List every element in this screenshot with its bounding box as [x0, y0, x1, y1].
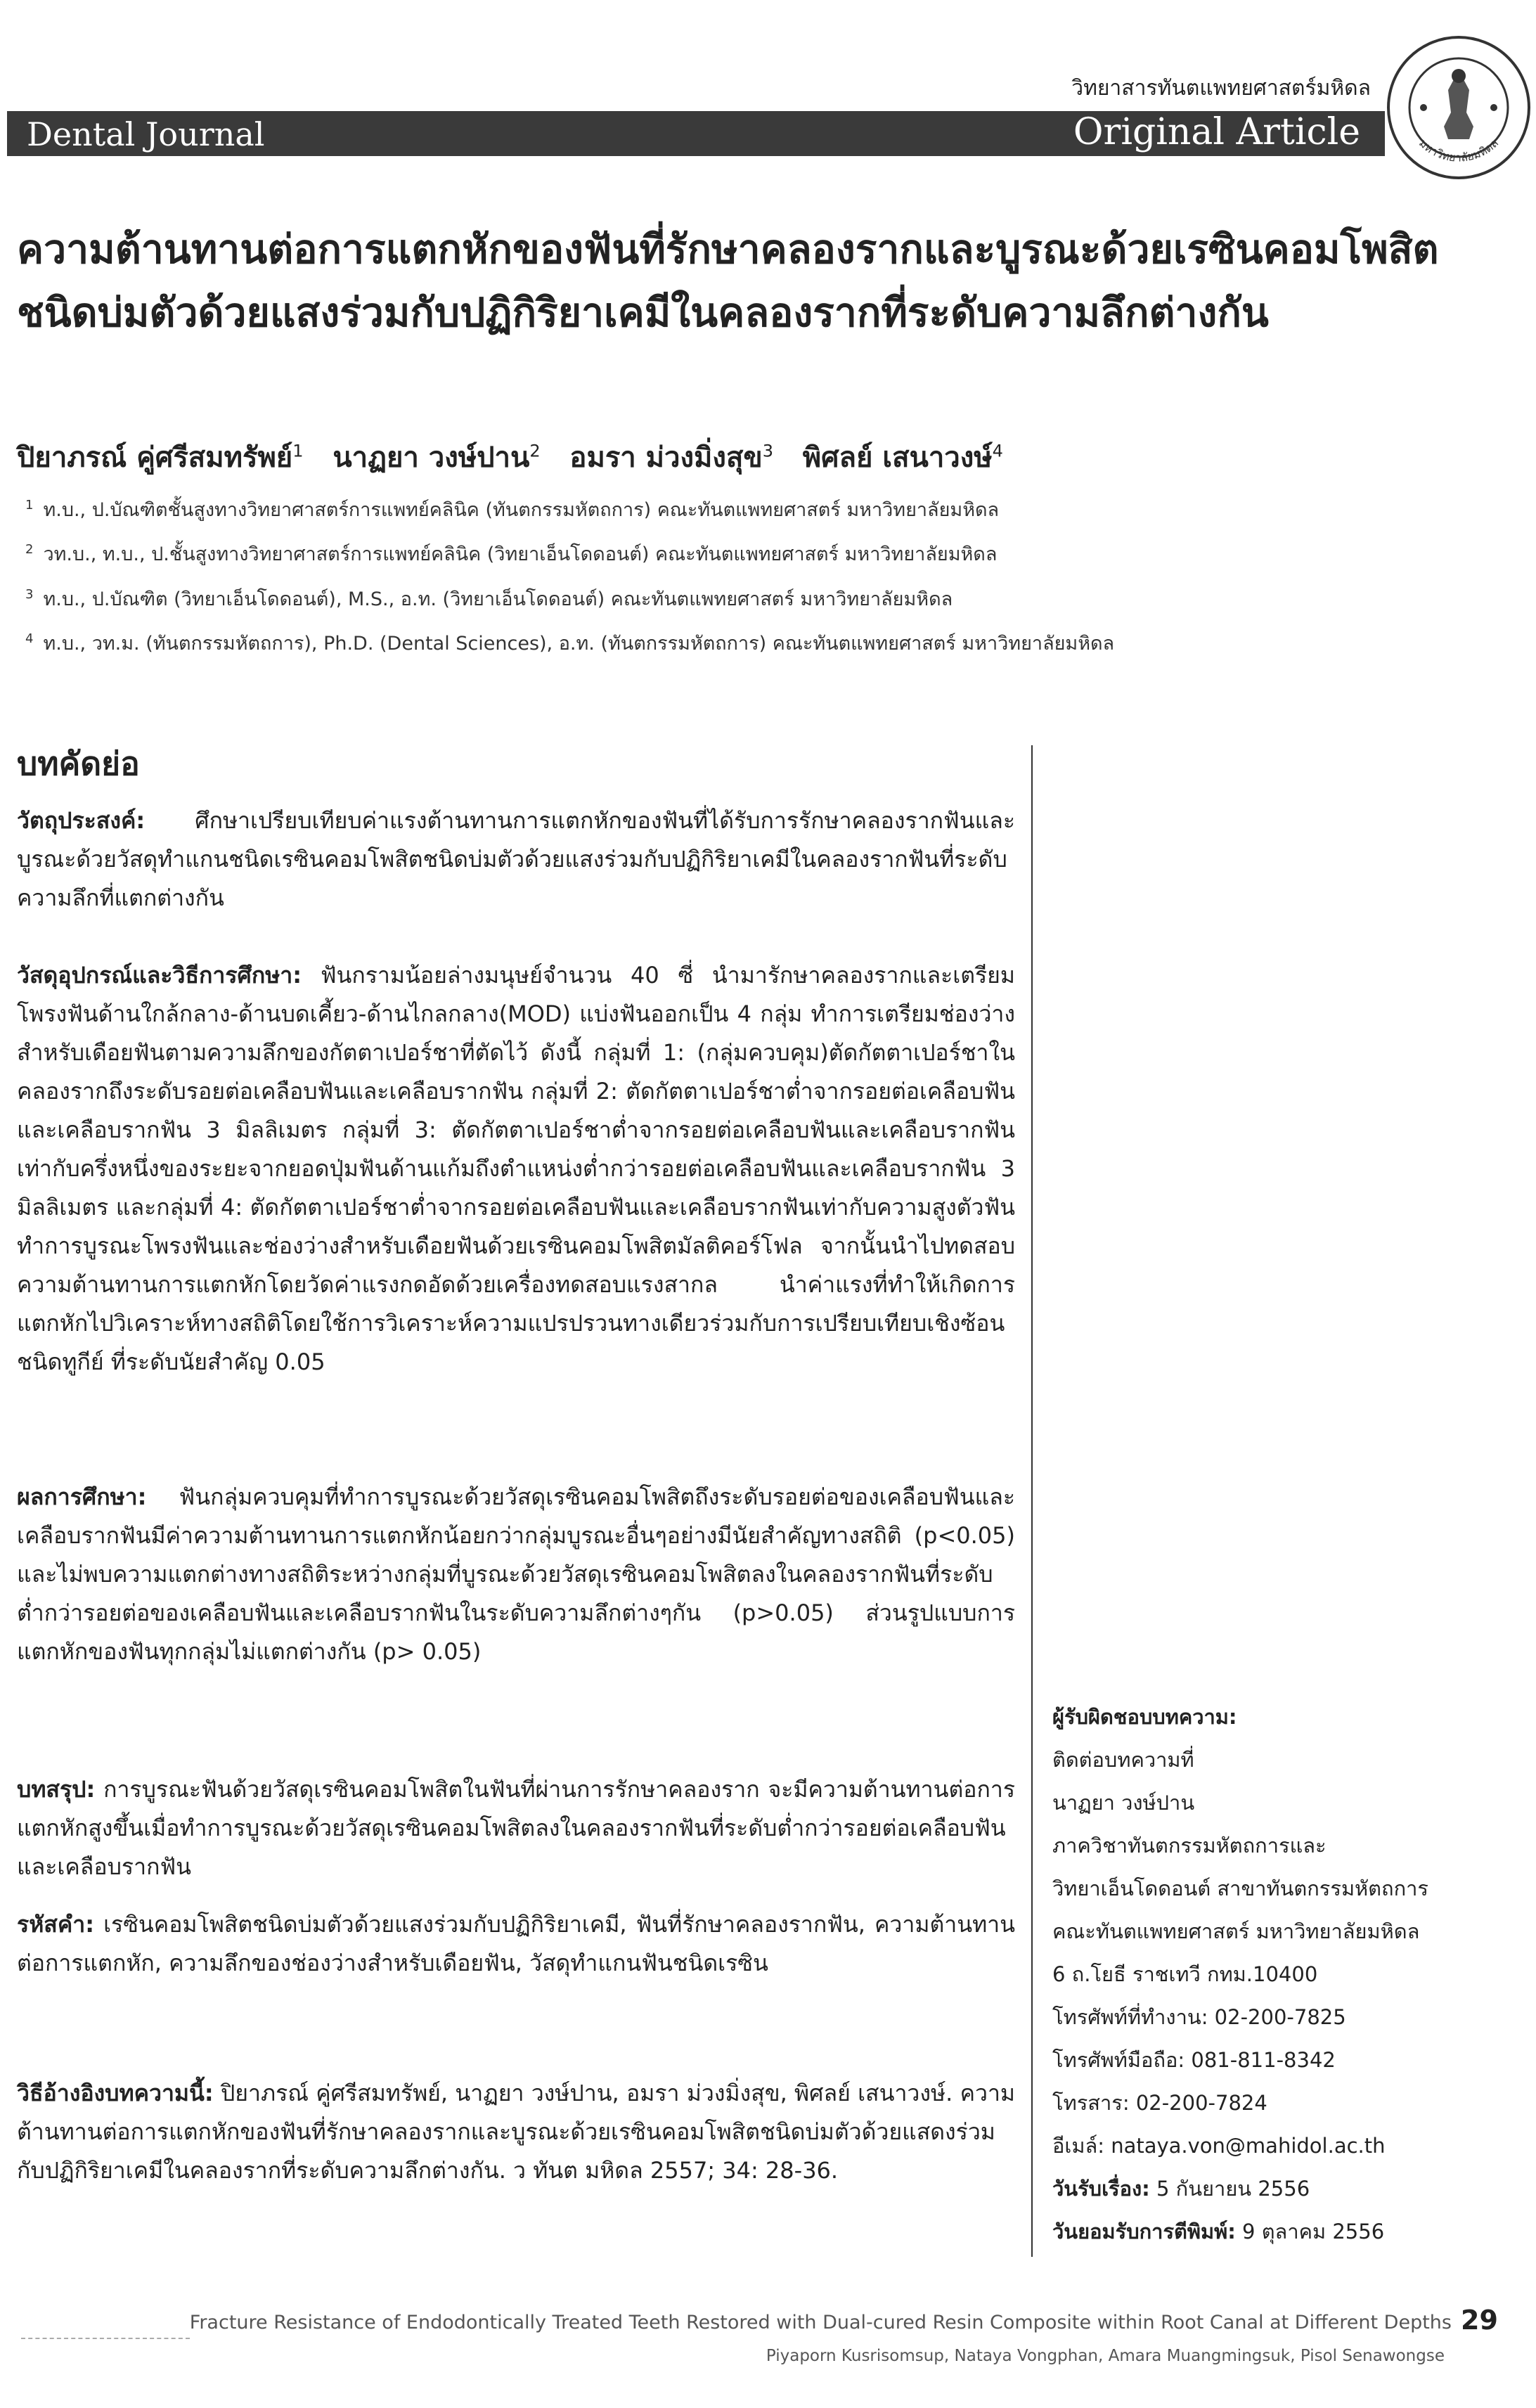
- abstract-results: ผลการศึกษา: ฟันกลุ่มควบคุมที่ทำการบูรณะด้วยวัสดุเรซินคอมโพสิตถึงระดับรอยต่อของเคลือบฟันและเคลือบรากฟันมีค่าความต้านทานการแตกหักน้อยกว่ากลุ่มบูรณะอื่นๆอย่างมีนัยสำคัญทางสถิติ (p<0.05) และไม่พบความแตกต่างทางสถิติระหว่างกลุ่มที่บูรณะด้วยวัสดุเรซินคอมโพสิตลงในคลองรากฟันที่ระดับต่ำกว่ารอยต่อของเคลือบฟันและเคลือบรากฟันในระดับความลึกต่างๆกัน (p>0.05) ส่วนรูปแบบการแตกหักของฟันทุกกลุ่มไม่แตกต่างกัน (p> 0.05): [17, 1483, 1015, 1665]
- affiliation: $^3$ ท.บ., ป.บัณฑิต (วิทยาเอ็นโดดอนต์), M.S., อ.ท. (วิทยาเอ็นโดดอนต์) คณะทันตแพทยศาสตร์ มหาวิทยาลัยมหิดล: [25, 587, 953, 610]
- abstract-citation: วิธีอ้างอิงบทความนี้: ปิยาภรณ์ คู่ศรีสมทรัพย์, นาฏยา วงษ์ปาน, อมรา ม่วงมิ่งสุข, พิศลย์ เสนาวงษ์. ความต้านทานต่อการแตกหักของฟันที่รักษาคลองรากและบูรณะด้วยเรซินคอมโพสิตชนิดบ่มตัวด้วยแสดงร่วมกับปฏิกิริยาเคมีในคลองรากที่ระดับความลึกต่างกัน. ว ทันต มหิดล 2557; 34: 28-36.: [17, 2080, 1016, 2184]
- author-list: ปิยาภรณ์ คู่ศรีสมทรัพย์$^1$ นาฏยา วงษ์ปาน$^2$ อมรา ม่วงมิ่งสุข$^3$ พิศลย์ เสนาวงษ์$^4$: [17, 441, 1003, 474]
- page-number: 29: [1461, 2305, 1498, 2336]
- affiliation: $^1$ ท.บ., ป.บัณฑิตชั้นสูงทางวิทยาศาสตร์การแพทย์คลินิค (ทันตกรรมหัตถการ) คณะทันตแพทยศาสตร์ มหาวิทยาลัยมหิดล: [25, 498, 1000, 521]
- footer-english-title: Fracture Resistance of Endodontically Treated Teeth Restored with Dual-cured Resin Composite within Root Canal at Different Depths: [189, 2312, 1452, 2333]
- abstract-conclusion: บทสรุป: การบูรณะฟันด้วยวัสดุเรซินคอมโพสิตในฟันที่ผ่านการรักษาคลองราก จะมีความต้านทานต่อการแตกหักสูงขึ้นเมื่อทำการบูรณะด้วยวัสดุเรซินคอมโพสิตลงในคลองรากฟันที่ระดับต่ำกว่ารอยต่อเคลือบฟันและเคลือบรากฟัน: [17, 1776, 1015, 1880]
- affiliation: $^4$ ท.บ., วท.ม. (ทันตกรรมหัตถการ), Ph.D. (Dental Sciences), อ.ท. (ทันตกรรมหัตถการ) คณะทันตแพทยศาสตร์ มหาวิทยาลัยมหิดล: [25, 631, 1115, 655]
- abstract-methods: วัสดุอุปกรณ์และวิธีการศึกษา: ฟันกรามน้อยล่างมนุษย์จำนวน 40 ซี่ นำมารักษาคลองรากและเตรียมโพรงฟันด้านใกล้กลาง-ด้านบดเคี้ยว-ด้านไกลกลาง(MOD) แบ่งฟันออกเป็น 4 กลุ่ม ทำการเตรียมช่องว่างสำหรับเดือยฟันตามความลึกของกัตตาเปอร์ชาที่ตัดไว้ ดังนี้ กลุ่มที่ 1: (กลุ่มควบคุม)ตัดกัตตาเปอร์ชาในคลองรากถึงระดับรอยต่อเคลือบฟันและเคลือบรากฟัน กลุ่มที่ 2: ตัดกัตตาเปอร์ชาต่ำจากรอยต่อเคลือบฟันและเคลือบรากฟัน 3 มิลลิเมตร กลุ่มที่ 3: ตัดกัตตาเปอร์ชาต่ำจากรอยต่อเคลือบฟันและเคลือบรากฟันเท่ากับครึ่งหนึ่งของระยะจากยอดปุ่มฟันด้านแก้มถึงตำแหน่งต่ำกว่ารอยต่อเคลือบฟันและเคลือบรากฟัน 3 มิลลิเมตร และกลุ่มที่ 4: ตัดกัตตาเปอร์ชาต่ำจากรอยต่อเคลือบฟันและเคลือบรากฟันเท่ากับความสูงตัวฟัน ทำการบูรณะโพรงฟันและช่องว่างสำหรับเดือยฟันด้วยเรซินคอมโพสิตมัลติคอร์โฟล จากนั้นนำไปทดสอบความต้านทานการแตกหักโดยวัดค่าแรงกดอัดด้วยเครื่องทดสอบแรงสากล นำค่าแรงที่ทำให้เกิดการแตกหักไปวิเคราะห์ทางสถิติโดยใช้การวิเคราะห์ความแปรปรวนทางเดียวร่วมกับการเปรียบเทียบเชิงซ้อนชนิดทูกีย์ ที่ระดับนัยสำคัญ 0.05: [17, 962, 1016, 1375]
- journal-english-name: Dental Journal: [27, 115, 265, 153]
- correspondence-phone-mobile: โทรศัพท์มือถือ: 081-811-8342: [1052, 2048, 1336, 2072]
- column-divider: [1031, 745, 1033, 2257]
- author-name: ปิยาภรณ์ คู่ศรีสมทรัพย์: [17, 442, 293, 474]
- affiliation: $^2$ วท.บ., ท.บ., ป.ชั้นสูงทางวิทยาศาสตร์การแพทย์คลินิค (วิทยาเอ็นโดดอนต์) คณะทันตแพทยศาสตร์ มหาวิทยาลัยมหิดล: [25, 542, 998, 565]
- abstract-keywords: รหัสคำ: เรซินคอมโพสิตชนิดบ่มตัวด้วยแสงร่วมกับปฏิกิริยาเคมี, ฟันที่รักษาคลองรากฟัน, ความต้านทานต่อการแตกหัก, ความลึกของช่องว่างสำหรับเดือยฟัน, วัสดุทำแกนฟันชนิดเรซิน: [17, 1911, 1016, 1976]
- abstract-heading: บทคัดย่อ: [17, 745, 140, 783]
- svg-text:มหาวิทยาลัยมหิดล: มหาวิทยาลัยมหิดล: [1416, 136, 1502, 165]
- received-date: วันรับเรื่อง: 5 กันยายน 2556: [1052, 2177, 1310, 2201]
- correspondence-address: 6 ถ.โยธี ราชเทวี กทม.10400: [1052, 1962, 1318, 1986]
- abstract-objective: วัตถุประสงค์: ศึกษาเปรียบเทียบค่าแรงต้านทานการแตกหักของฟันที่ได้รับการรักษาคลองรากฟันและบูรณะด้วยวัสดุทำแกนชนิดเรซินคอมโพสิตชนิดบ่มตัวด้วยแสงร่วมกับปฏิกิริยาเคมีในคลองรากฟันที่ระดับความลึกที่แตกต่างกัน: [17, 807, 1015, 911]
- correspondence-heading: ผู้รับผิดชอบบทความ:: [1052, 1705, 1237, 1729]
- article-type: Original Article: [1073, 111, 1360, 153]
- footer-rule: [21, 2338, 190, 2339]
- author-name: พิศลย์ เสนาวงษ์: [802, 442, 993, 474]
- accepted-date: วันยอมรับการตีพิมพ์: 9 ตุลาคม 2556: [1052, 2220, 1385, 2243]
- footer-english-authors: Piyaporn Kusrisomsup, Nataya Vongphan, Amara Muangmingsuk, Pisol Senawongse: [766, 2347, 1445, 2365]
- author-name: นาฏยา วงษ์ปาน: [333, 442, 530, 474]
- correspondence-fax: โทรสาร: 02-200-7824: [1052, 2091, 1267, 2115]
- correspondence-block: ผู้รับผิดชอบบทความ: ติดต่อบทความที่ นาฏยา วงษ์ปาน ภาควิชาทันตกรรมหัตถการและ วิทยาเอ็นโดดอนต์ สาขาทันตกรรมหัตถการ คณะทันตแพทยศาสตร์ มหาวิทยาลัยมหิดล 6 ถ.โยธี ราชเทวี กทม.10400 โทรศัพท์ที่ทำงาน: 02-200-7825 โทรศัพท์มือถือ: 081-811-8342 โทรสาร: 02-200-7824 อีเมล์: nataya.von@mahidol.ac.th วันรับเรื่อง: 5 กันยายน 2556 วันยอมรับการตีพิมพ์: 9 ตุลาคม 2556: [1052, 1696, 1502, 2253]
- author-name: อมรา ม่วงมิ่งสุข: [569, 442, 763, 474]
- correspondence-email: อีเมล์: nataya.von@mahidol.ac.th: [1052, 2134, 1386, 2158]
- correspondence-name: นาฏยา วงษ์ปาน: [1052, 1791, 1195, 1815]
- article-title: ความต้านทานต่อการแตกหักของฟันที่รักษาคลองรากและบูรณะด้วยเรซินคอมโพสิตชนิดบ่มตัวด้วยแสงร่วมกับปฏิกิริยาเคมีในคลองรากที่ระดับความลึกต่างกัน: [17, 226, 1439, 336]
- journal-thai-name: วิทยาสารทันตแพทยศาสตร์มหิดล: [1071, 76, 1371, 101]
- university-seal-icon: [1385, 34, 1532, 181]
- correspondence-phone-work: โทรศัพท์ที่ทำงาน: 02-200-7825: [1052, 2005, 1346, 2029]
